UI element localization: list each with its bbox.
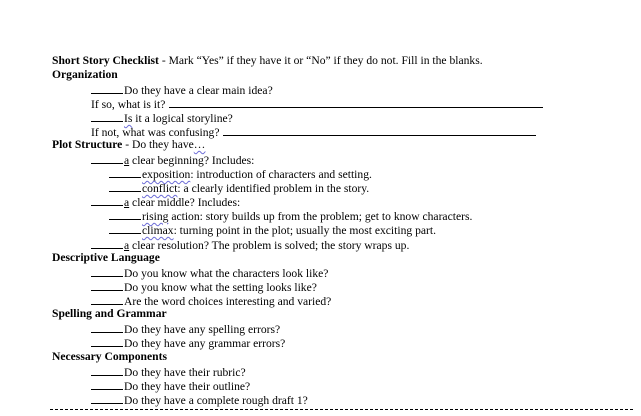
answer-blank[interactable]	[109, 208, 141, 220]
answer-blank[interactable]	[91, 378, 123, 390]
plot-exposition-row	[109, 166, 372, 180]
title-line	[52, 54, 483, 68]
answer-blank[interactable]	[91, 279, 123, 291]
comp-q3-row	[91, 392, 308, 406]
plot-conflict-text: : a clearly identified problem in the story.	[177, 182, 370, 195]
plot-beginning-row	[91, 152, 254, 166]
page-break-divider	[50, 409, 633, 410]
plot-resolution-a: a	[124, 239, 130, 252]
plot-rising-row	[109, 208, 472, 222]
org-q2-followup-label: If not, what was confusing?	[91, 126, 220, 139]
answer-blank[interactable]	[91, 321, 123, 333]
org-q2-followup-row	[91, 124, 536, 138]
desc-q3-row	[91, 293, 331, 307]
spell-q2-row	[91, 335, 285, 349]
title-instructions: - Mark “Yes” if they have it or “No” if they do not. Fill in the blanks.	[158, 54, 483, 67]
answer-blank[interactable]	[91, 364, 123, 376]
desc-q2-row	[91, 279, 317, 293]
spell-q1-row	[91, 321, 280, 335]
org-q1-text: Do they have a clear main idea?	[124, 84, 273, 97]
plot-rising-word: rising	[142, 210, 169, 223]
plot-exposition-text: : introduction of characters and setting.	[190, 168, 372, 181]
org-q2-prefix: Is	[124, 112, 133, 125]
plot-climax-word: climax	[142, 224, 174, 237]
answer-blank[interactable]	[109, 180, 141, 192]
answer-blank[interactable]	[91, 335, 123, 347]
spelling-heading: Spelling and Grammar	[52, 307, 167, 320]
plot-heading-row	[52, 138, 205, 152]
fill-in-blank[interactable]	[223, 124, 536, 136]
desc-q3-text: Are the word choices interesting and varied?	[124, 295, 332, 308]
comp-q2-text: Do they have their outline?	[124, 380, 251, 393]
comp-q1-text: Do they have their rubric?	[124, 366, 246, 379]
org-q2-text: it a logical storyline?	[132, 112, 233, 125]
plot-rising-text: action: story builds up from the problem; get to know characters.	[168, 210, 473, 223]
plot-conflict-row	[109, 180, 369, 194]
answer-blank[interactable]	[91, 265, 123, 277]
answer-blank[interactable]	[91, 237, 123, 249]
desc-q1-row	[91, 265, 328, 279]
answer-blank[interactable]	[109, 166, 141, 178]
plot-beginning-a: a	[124, 154, 130, 167]
comp-q1-row	[91, 364, 246, 378]
answer-blank[interactable]	[91, 194, 123, 206]
descriptive-heading: Descriptive Language	[52, 251, 160, 264]
plot-beginning-text: clear beginning? Includes:	[129, 154, 255, 167]
plot-resolution-text: clear resolution? The problem is solved; the story wraps up.	[129, 239, 410, 252]
answer-blank[interactable]	[91, 110, 123, 122]
plot-climax-row	[109, 222, 436, 236]
plot-intro-dots: …	[193, 138, 206, 151]
organization-heading: Organization	[52, 68, 118, 81]
plot-climax-text: : turning point in the plot; usually the most exciting part.	[173, 224, 437, 237]
plot-intro-have: have	[171, 138, 194, 151]
org-q1-followup-row	[91, 96, 543, 110]
answer-blank[interactable]	[91, 392, 123, 404]
plot-middle-text: clear middle? Includes:	[129, 196, 241, 209]
plot-middle-row	[91, 194, 240, 208]
answer-blank[interactable]	[91, 82, 123, 94]
desc-q2-text: Do you know what the setting looks like?	[124, 281, 317, 294]
spell-q2-text: Do they have any grammar errors?	[124, 337, 286, 350]
plot-conflict-word: conflict	[142, 182, 178, 195]
desc-q1-text: Do you know what the characters look like?	[124, 267, 329, 280]
answer-blank[interactable]	[109, 222, 141, 234]
plot-resolution-row	[91, 237, 409, 251]
org-q1-followup-label: If so, what is it?	[91, 98, 166, 111]
title-heading: Short Story Checklist	[52, 54, 159, 67]
comp-q3-text: Do they have a complete rough draft 1?	[124, 394, 308, 407]
plot-exposition-word: exposition	[142, 168, 191, 181]
fill-in-blank[interactable]	[169, 96, 543, 108]
spell-q1-text: Do they have any spelling errors?	[124, 323, 281, 336]
components-heading: Necessary Components	[52, 350, 167, 363]
org-q1-row	[91, 82, 273, 96]
org-q2-row	[91, 110, 233, 124]
plot-middle-a: a	[124, 196, 130, 209]
plot-heading: Plot Structure	[52, 138, 123, 151]
plot-intro: - Do they	[122, 138, 172, 151]
answer-blank[interactable]	[91, 293, 123, 305]
answer-blank[interactable]	[91, 152, 123, 164]
comp-q2-row	[91, 378, 250, 392]
